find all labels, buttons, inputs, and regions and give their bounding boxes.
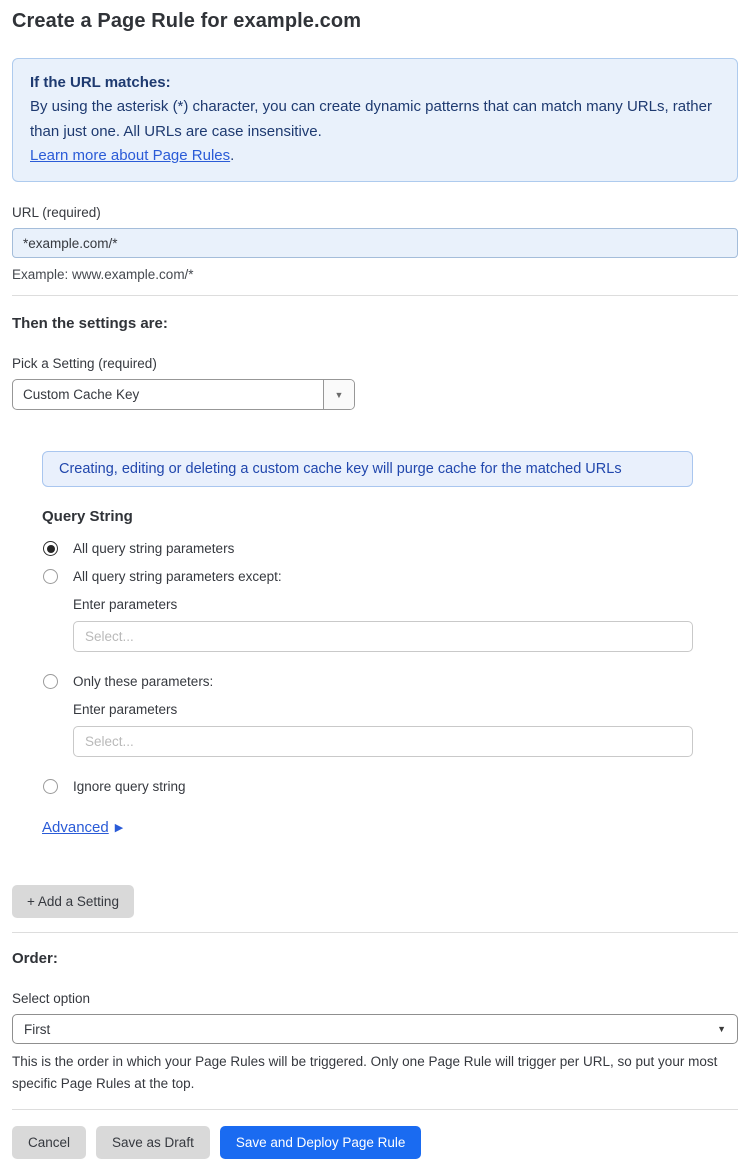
radio-all-except-label: All query string parameters except:: [73, 569, 282, 585]
order-select-value: First: [24, 1021, 51, 1037]
setting-picker-label: Pick a Setting (required): [12, 356, 157, 372]
all-except-parameters-block: [73, 597, 738, 652]
enter-parameters-label: Enter parameters: [73, 597, 178, 613]
only-these-parameters-block: [73, 702, 738, 757]
divider-top: [12, 295, 738, 296]
save-as-draft-button[interactable]: Save as Draft: [96, 1126, 210, 1159]
radio-only-these[interactable]: [43, 674, 738, 689]
chevron-down-icon: ▼: [717, 1024, 726, 1035]
radio-all-except[interactable]: [43, 569, 738, 584]
url-field-label: URL (required): [12, 205, 101, 221]
add-setting-row: [12, 837, 738, 932]
radio-button-icon[interactable]: [43, 541, 58, 556]
setting-picker-value: Custom Cache Key: [23, 387, 140, 403]
query-string-heading: Query String: [42, 508, 133, 526]
url-input[interactable]: [12, 228, 738, 258]
save-and-deploy-button[interactable]: Save and Deploy Page Rule: [220, 1126, 422, 1159]
settings-section-heading: Then the settings are:: [12, 315, 168, 333]
radio-ignore-query-string-label: Ignore query string: [73, 779, 186, 795]
advanced-link[interactable]: [42, 819, 123, 836]
info-box-link-line: [30, 144, 720, 168]
cache-purge-banner: Creating, editing or deleting a custom cache key will purge cache for the matched URLs: [42, 451, 693, 487]
radio-only-these-label: Only these parameters:: [73, 674, 214, 690]
learn-more-link[interactable]: Learn more about Page Rules: [30, 146, 231, 164]
enter-parameters-label: Enter parameters: [73, 702, 178, 718]
advanced-link-label: Advanced: [42, 819, 109, 837]
radio-button-icon[interactable]: [43, 674, 58, 689]
footer-actions: [12, 1126, 738, 1159]
chevron-right-icon: ▶: [114, 822, 124, 835]
page-title: Create a Page Rule for example.com: [12, 10, 362, 32]
setting-picker-select[interactable]: [12, 379, 355, 410]
info-box-body: [30, 95, 720, 144]
chevron-down-icon: ▼: [334, 389, 344, 400]
url-example-text: Example: www.example.com/*: [12, 267, 194, 283]
all-except-parameters-input[interactable]: [73, 621, 693, 652]
cancel-button[interactable]: Cancel: [12, 1126, 86, 1159]
setting-picker-arrow-button[interactable]: [323, 380, 354, 409]
order-select[interactable]: [12, 1014, 738, 1044]
radio-button-icon[interactable]: [43, 569, 58, 584]
order-section-heading: Order:: [12, 950, 58, 968]
radio-all-parameters-label: All query string parameters: [73, 541, 235, 557]
query-string-radio-group: [43, 541, 738, 794]
add-setting-button[interactable]: + Add a Setting: [12, 885, 134, 918]
order-select-label: Select option: [12, 991, 91, 1007]
info-box-heading: If the URL matches:: [30, 74, 171, 91]
only-these-parameters-input[interactable]: [73, 726, 693, 757]
info-box-text: By using the asterisk (*) character, you can create dynamic patterns that can match many URLs, rather than just one. All URLs are case insensitive.: [30, 98, 712, 140]
radio-all-parameters[interactable]: [43, 541, 738, 556]
divider-order: [12, 932, 738, 933]
order-help-text: This is the order in which your Page Rules will be triggered. Only one Page Rule will trigger per URL, so put your most specific Page Rules at the top.: [12, 1054, 718, 1091]
radio-button-icon[interactable]: [43, 779, 58, 794]
link-period: .: [230, 146, 235, 164]
url-match-info-box: [12, 58, 738, 182]
divider-footer: [12, 1109, 738, 1110]
radio-ignore-query-string[interactable]: [43, 779, 738, 794]
